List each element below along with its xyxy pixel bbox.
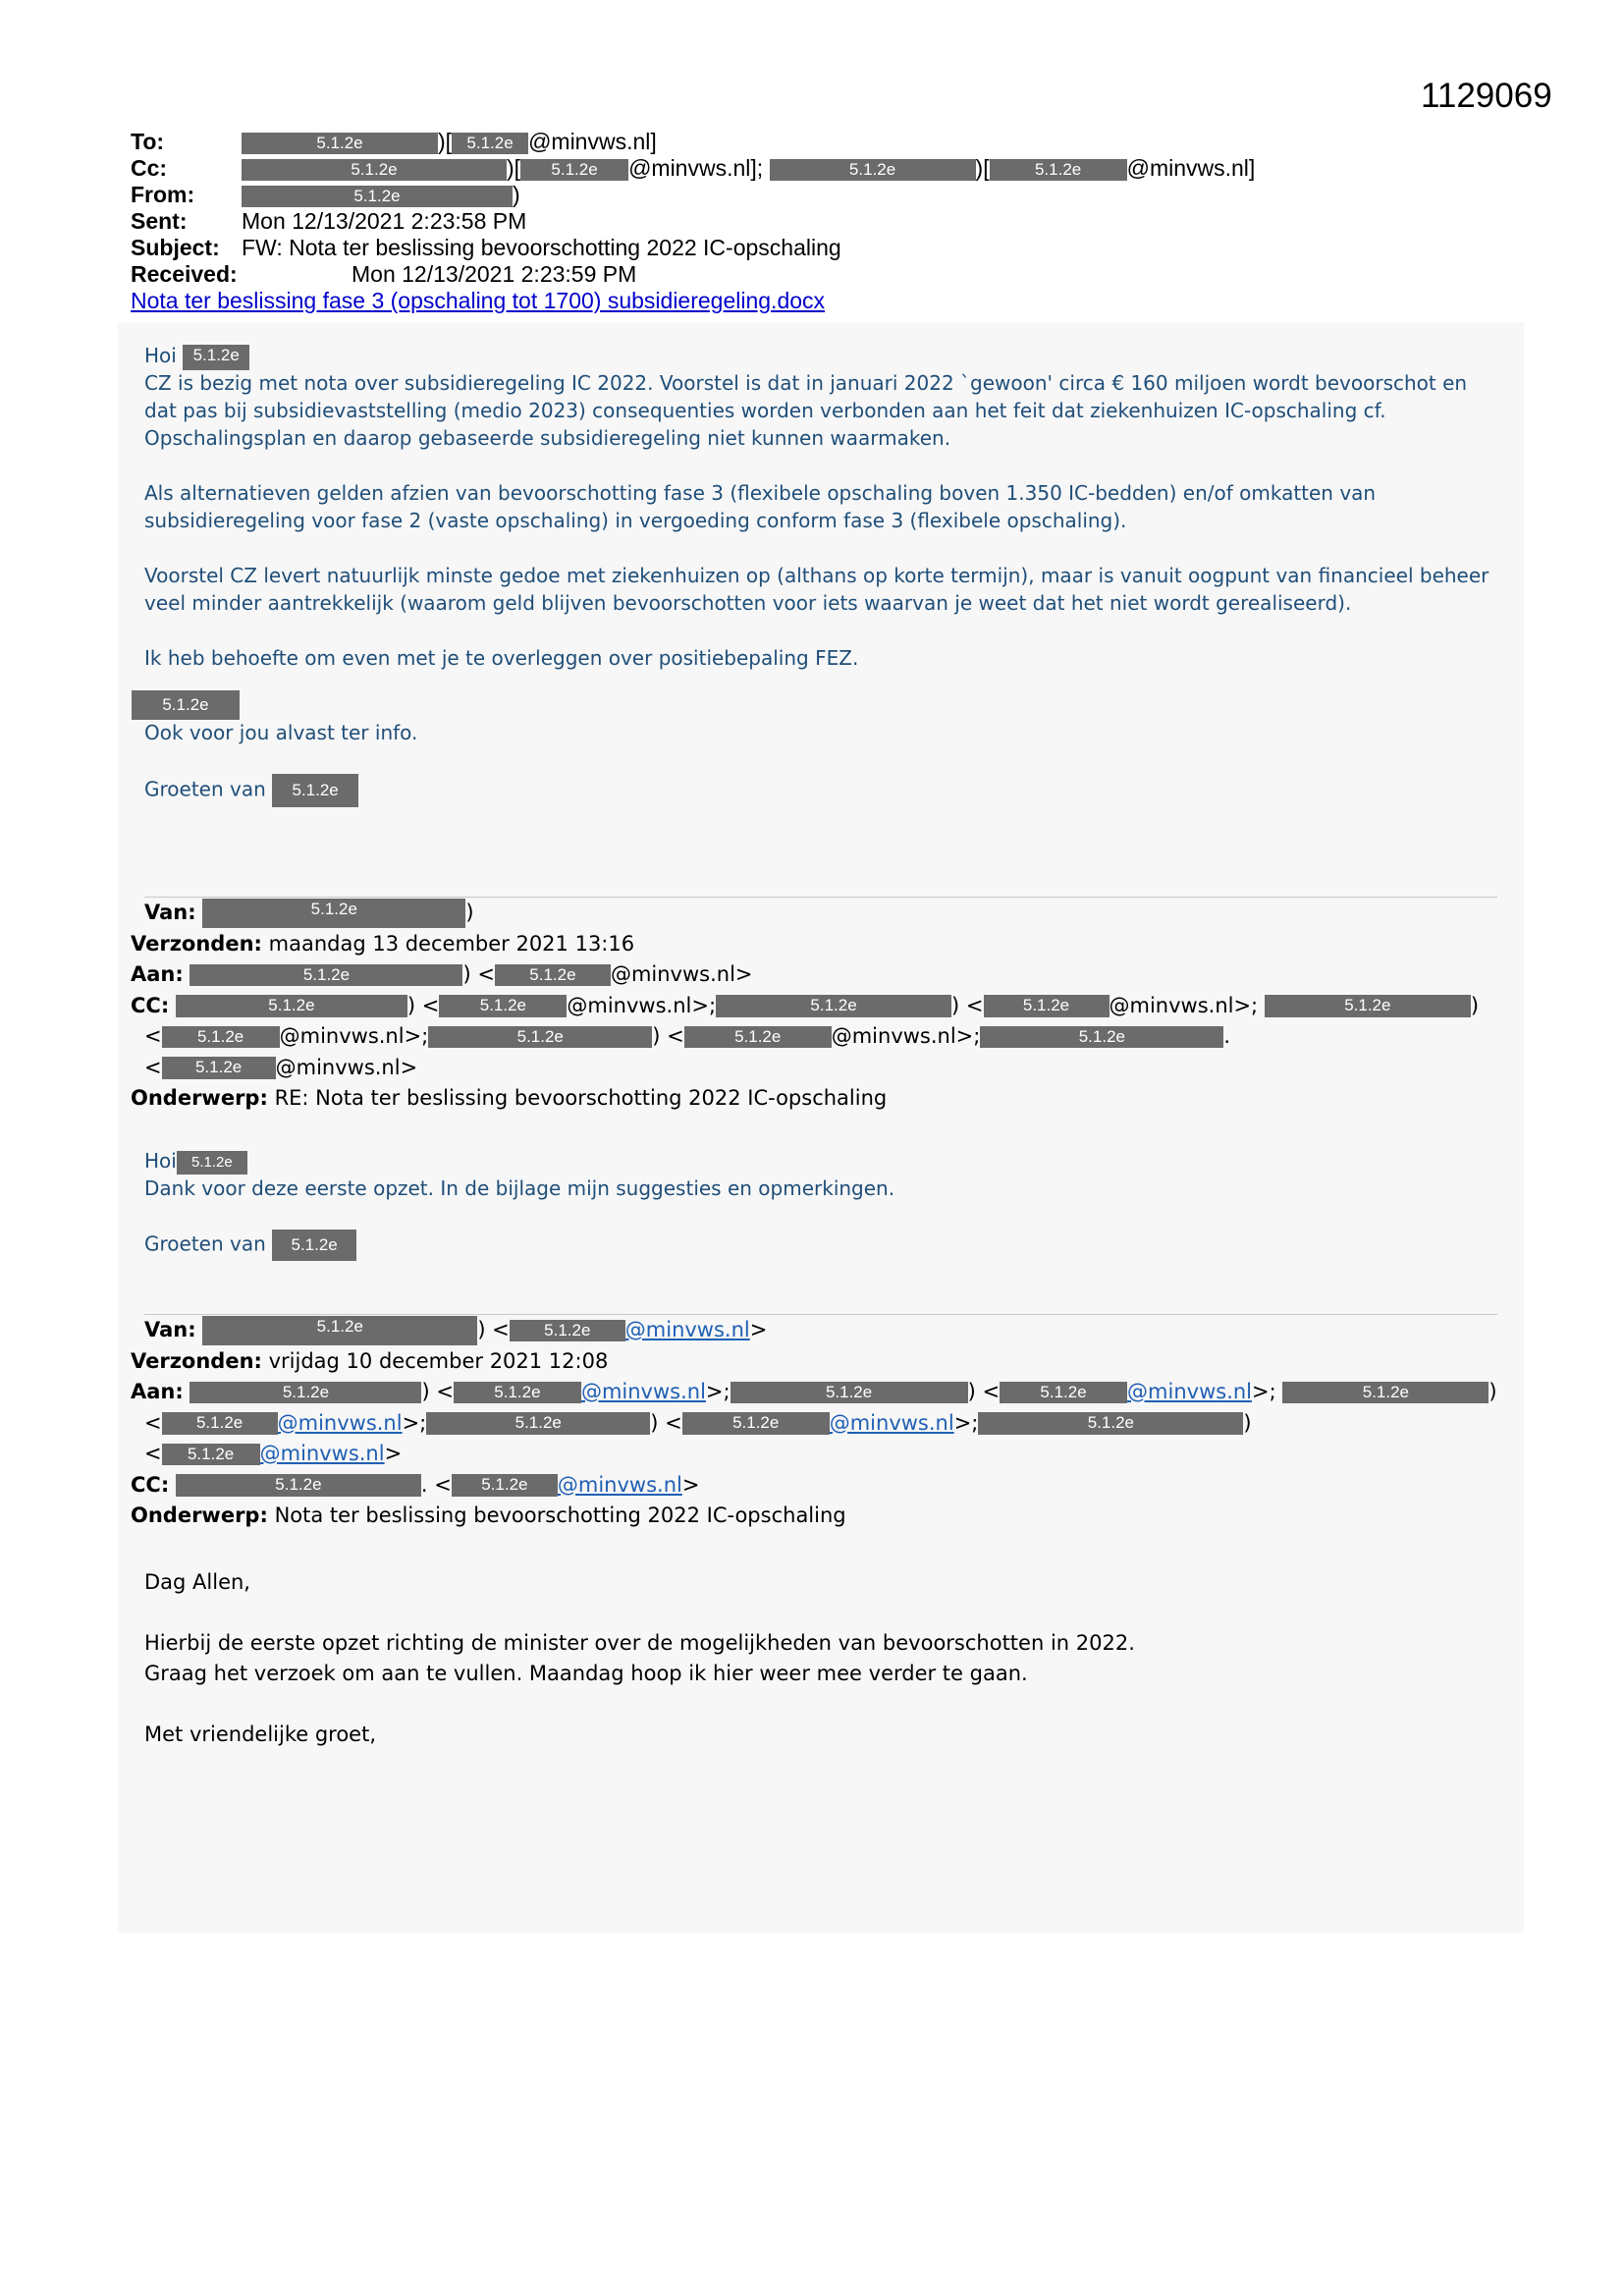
redaction: 5.1.2e [984,995,1110,1016]
redaction: 5.1.2e [452,1474,558,1496]
redaction: 5.1.2e [990,159,1127,181]
email-domain: @minvws.nl>; [1109,993,1259,1017]
punct: ) < [462,962,495,986]
punct: < [144,1442,162,1465]
punct: >; [402,1410,427,1435]
email-link[interactable]: @minvws.nl [1127,1380,1253,1403]
paragraph: Hierbij de eerste opzet richting de minister over de mogelijkheden van bevoorschotten in 2022. [144,1631,1135,1655]
redaction: 5.1.2e [770,159,976,181]
redaction: 5.1.2e [132,690,240,720]
punct: )[ [975,155,990,181]
redaction: 5.1.2e [162,1444,260,1465]
redaction: 5.1.2e [176,995,407,1016]
greeting: Hoi [144,344,177,367]
paragraph: CZ is bezig met nota over subsidieregeling IC 2022. Voorstel is dat in januari 2022 `gewoon' circa € 160 miljoen wordt bevoorschot en dat pas bij subsidievaststelling (medio 2023) consequenties worden verbonden aan het feit dat ziekenhuizen IC-opschaling cf. Opschalingsplan en daarop gebaseerde subsidieregeling niet kunnen waarmaken. [144,371,1468,450]
cc-row [131,155,1255,182]
received-row [131,261,1255,288]
redaction: 5.1.2e [1282,1382,1489,1403]
redaction: 5.1.2e [189,1382,421,1403]
punct: ) [1243,1410,1252,1435]
redaction: 5.1.2e [1265,995,1471,1016]
sent-row [131,208,1255,235]
punct: ) [1470,993,1480,1017]
redaction: 5.1.2e [716,995,951,1016]
redaction: 5.1.2e [1000,1382,1127,1403]
redaction: 5.1.2e [202,899,465,928]
email-domain: @minvws.nl> [610,962,753,986]
punct: ) < [421,1380,454,1403]
email-domain: @minvws.nl>; [831,1024,981,1048]
punct: ) [1489,1380,1497,1403]
verzonden-value: vrijdag 10 december 2021 12:08 [268,1348,609,1373]
redaction: 5.1.2e [684,1026,832,1048]
punct: > [749,1318,768,1341]
message-1-body [144,342,1499,807]
message-2-body [144,1147,1499,1261]
punct: >; [1252,1380,1276,1403]
cc-label: CC: [131,993,170,1017]
received-label: Received: [131,261,238,287]
redaction: 5.1.2e [162,1026,280,1048]
punct: < [144,1055,162,1079]
redaction: 5.1.2e [454,1382,581,1403]
email-link[interactable]: @minvws.nl [277,1410,403,1435]
greeting-line [144,342,1499,369]
redaction: 5.1.2e [272,774,358,807]
email-link[interactable]: @minvws.nl [624,1318,750,1341]
redaction: 5.1.2e [428,1026,652,1048]
subject-value: FW: Nota ter beslissing bevoorschotting 2022 IC-opschaling [242,235,841,260]
signature [144,774,1499,807]
paragraph: Ik heb behoefte om even met je te overleggen over positiebepaling FEZ. [144,646,859,670]
paragraph: Ook voor jou alvast ter info. [144,721,418,744]
from-label: From: [131,182,195,207]
redaction: 5.1.2e [452,133,528,154]
redaction: 5.1.2e [242,133,438,154]
punct: ) < [967,1380,1001,1403]
received-value: Mon 12/13/2021 2:23:59 PM [352,261,637,287]
redaction: 5.1.2e [202,1316,477,1345]
redaction: 5.1.2e [176,1474,421,1496]
redaction: 5.1.2e [495,964,611,986]
paragraph: Dank voor deze eerste opzet. In de bijlage mijn suggesties en opmerkingen. [144,1176,895,1200]
verzonden-label: Verzonden: [131,1348,262,1373]
message-2-header [131,898,1479,1115]
redaction: 5.1.2e [183,345,249,370]
redaction: 5.1.2e [980,1026,1223,1048]
verzonden-value: maandag 13 december 2021 13:16 [268,931,635,956]
sign-text: Groeten van [144,1231,266,1256]
message-3-header [131,1315,1497,1532]
redaction: 5.1.2e [162,1412,278,1434]
redaction: 5.1.2e [189,964,462,986]
sent-value: Mon 12/13/2021 2:23:58 PM [242,208,527,234]
email-link[interactable]: @minvws.nl [829,1410,954,1435]
redaction: 5.1.2e [978,1412,1243,1434]
punct: ) < [652,1024,684,1048]
onderwerp-value: RE: Nota ter beslissing bevoorschotting 2022 IC-opschaling [274,1086,888,1110]
email-domain: @minvws.nl> [275,1055,418,1079]
attachment-row [131,288,1255,314]
greeting: Dag Allen, [144,1570,250,1594]
subject-label: Subject: [131,235,220,260]
verzonden-label: Verzonden: [131,931,262,956]
redaction: 5.1.2e [731,1382,968,1403]
redaction: 5.1.2e [520,159,628,181]
attachment-link[interactable]: Nota ter beslissing fase 3 (opschaling tot 1700) subsidieregeling.docx [131,288,826,313]
van-label: Van: [144,1318,196,1341]
paragraph: Graag het verzoek om aan te vullen. Maandag hoop ik hier weer mee verder te gaan. [144,1662,1028,1685]
redaction: 5.1.2e [242,159,507,181]
redaction: 5.1.2e [162,1057,276,1078]
email-link[interactable]: @minvws.nl [259,1442,385,1465]
redaction: 5.1.2e [426,1412,650,1434]
paragraph: Als alternatieven gelden afzien van bevoorschotting fase 3 (flexibele opschaling boven 1.350 IC-bedden) en/of omkatten van subsidieregeling voor fase 2 (vaste opschaling) in vergoeding conform fase 3 (flexibele opschaling). [144,481,1377,532]
punct: )[ [507,155,521,181]
from-row [131,182,1255,208]
redaction: 5.1.2e [177,1151,247,1175]
cc-label: Cc: [131,155,168,181]
paragraph: Voorstel CZ levert natuurlijk minste gedoe met ziekenhuizen op (althans op korte termijn), maar is vanuit oogpunt van financieel beheer veel minder aantrekkelijk (waarom geld blijven bevoorschotten voor iets waarvan je weet dat het niet wordt gerealiseerd). [144,564,1489,615]
punct: ) [465,901,474,924]
punct: > [384,1442,403,1465]
cc-domain: @minvws.nl] [1126,155,1256,181]
email-link[interactable]: @minvws.nl [557,1472,682,1497]
email-domain: @minvws.nl>; [279,1024,429,1048]
email-header [131,129,1255,314]
aan-label: Aan: [131,1380,184,1403]
redaction: 5.1.2e [272,1230,356,1261]
punct: ) < [406,993,440,1017]
onderwerp-value: Nota ter beslissing bevoorschotting 2022 IC-opschaling [274,1503,846,1527]
recipient-line [132,689,1499,719]
redaction: 5.1.2e [682,1412,830,1434]
closing: Met vriendelijke groet, [144,1722,377,1746]
punct: ) [513,182,520,207]
message-3-body [144,1567,1135,1750]
onderwerp-label: Onderwerp: [131,1503,268,1527]
sign-text: Groeten van [144,777,266,801]
punct: > [681,1472,700,1497]
greeting: Hoi [144,1149,177,1173]
to-row [131,129,1255,155]
cc-domain: @minvws.nl]; [628,155,764,181]
redaction: 5.1.2e [439,995,567,1016]
aan-label: Aan: [131,962,184,986]
to-domain: @minvws.nl] [528,129,657,154]
email-link[interactable]: @minvws.nl [580,1380,706,1403]
document-number: 1129069 [1421,77,1552,115]
van-label: Van: [144,901,196,924]
email-domain: @minvws.nl>; [567,993,717,1017]
punct: )[ [438,129,453,154]
punct: < [144,1024,162,1048]
to-label: To: [131,129,165,154]
punct: < [144,1410,162,1435]
redaction: 5.1.2e [242,186,513,207]
signature [144,1230,1499,1261]
punct: >; [705,1380,731,1403]
punct: ) < [477,1318,510,1341]
onderwerp-label: Onderwerp: [131,1086,268,1110]
punct: . < [420,1472,452,1497]
redaction: 5.1.2e [510,1320,625,1341]
punct: . [1223,1024,1231,1048]
subject-row [131,235,1255,261]
punct: ) < [951,993,984,1017]
sent-label: Sent: [131,208,188,234]
cc-label: CC: [131,1472,170,1497]
punct: ) < [650,1410,682,1435]
punct: >; [953,1410,979,1435]
